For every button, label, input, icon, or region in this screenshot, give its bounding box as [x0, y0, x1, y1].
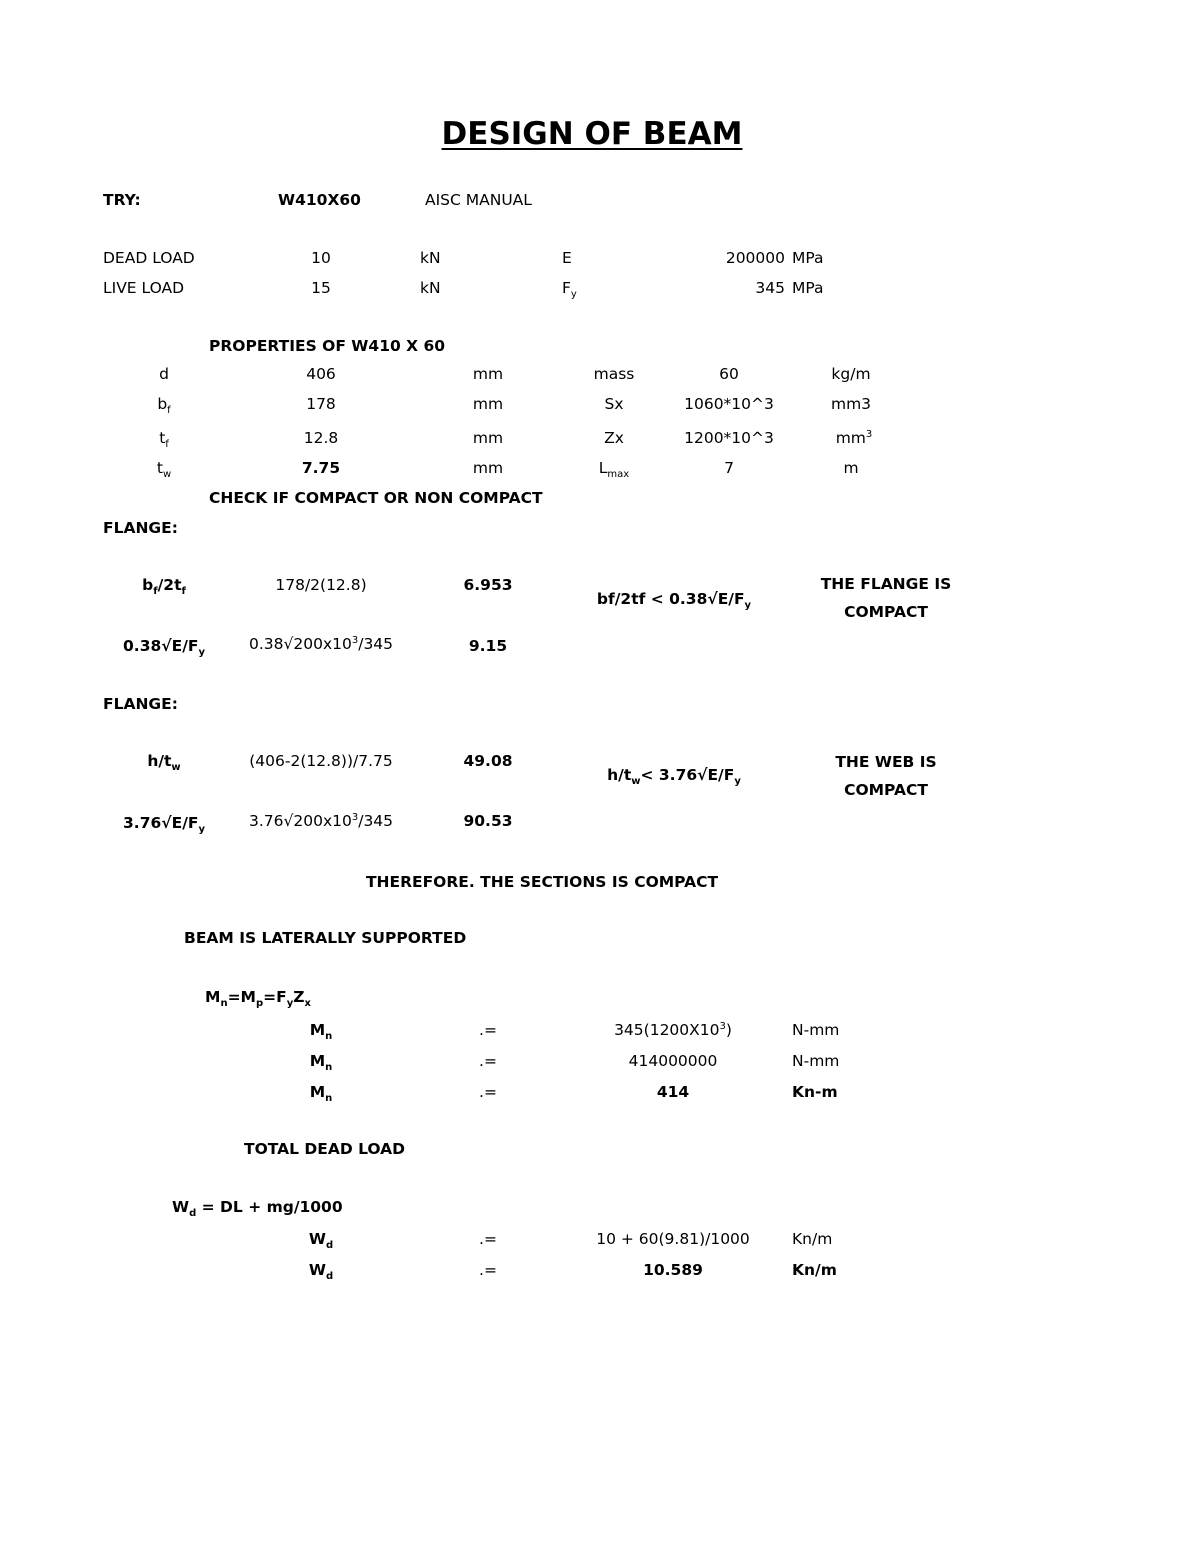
total-dead-load-heading: TOTAL DEAD LOAD: [244, 1140, 406, 1158]
moment-unit: N-mm: [792, 1021, 840, 1039]
property-symbol: $b_f$: [157, 395, 171, 416]
assign-operator: .=: [479, 1083, 497, 1101]
yield-label: $F_y$: [562, 279, 577, 300]
property-value-2: 60: [719, 365, 739, 383]
dead-load-formula: $W_d$ = DL + mg/1000: [172, 1198, 343, 1219]
flange-condition: $bf/2tf < 0.38√E/F_y$: [596, 590, 752, 611]
page-title: DESIGN OF BEAM: [441, 116, 743, 152]
moment-symbol: $M_n$: [309, 1021, 333, 1042]
web-ratio-value: 49.08: [463, 752, 513, 770]
properties-heading: PROPERTIES OF W410 X 60: [209, 337, 446, 355]
moment-symbol: $M_n$: [309, 1083, 333, 1104]
assign-operator: .=: [479, 1052, 497, 1070]
dead-load-symbol: $W_d$: [308, 1261, 334, 1282]
property-symbol-2: Sx: [604, 395, 624, 413]
property-value-2: 1200*10^3: [684, 429, 774, 447]
flange-limit-value: 9.15: [468, 637, 508, 655]
property-unit: mm: [472, 429, 504, 447]
web-limit-symbol: $3.76√E/F_y$: [123, 814, 205, 835]
live-load-label: LIVE LOAD: [103, 279, 185, 297]
property-unit: mm: [472, 459, 504, 477]
web-result: THE WEB IS COMPACT: [835, 753, 937, 799]
dead-load-symbol: $W_d$: [308, 1230, 334, 1251]
reference-manual: AISC MANUAL: [425, 191, 532, 209]
compact-check-heading: CHECK IF COMPACT OR NON COMPACT: [209, 489, 543, 507]
web-section-label: FLANGE:: [103, 695, 178, 713]
property-value-2: 7: [724, 459, 734, 477]
property-value-2: 1060*10^3: [684, 395, 774, 413]
property-unit: mm: [472, 365, 504, 383]
web-limit-value: 90.53: [463, 812, 513, 830]
flange-ratio-expression: 178/2(12.8): [275, 576, 367, 594]
dead-load-unit: kN: [420, 249, 441, 267]
property-unit: mm: [472, 395, 504, 413]
property-symbol-2: mass: [593, 365, 635, 383]
assign-operator: .=: [479, 1021, 497, 1039]
web-ratio-expression: (406-2(12.8))/7.75: [249, 752, 393, 770]
modulus-unit: MPa: [792, 249, 824, 267]
dead-load-unit: Kn/m: [792, 1230, 833, 1248]
flange-section-label: FLANGE:: [103, 519, 178, 537]
property-value: 12.8: [303, 429, 339, 447]
property-symbol: d: [159, 365, 169, 383]
assign-operator: .=: [479, 1261, 497, 1279]
dead-load-result-unit: Kn/m: [792, 1261, 837, 1279]
moment-result-unit: Kn-m: [792, 1083, 838, 1101]
web-condition: $h/t_w< 3.76√E/F_y$: [607, 766, 741, 787]
flange-result: THE FLANGE IS COMPACT: [820, 575, 952, 621]
property-unit-2: $mm^3$: [835, 429, 873, 447]
lateral-support-heading: BEAM IS LATERALLY SUPPORTED: [184, 929, 467, 947]
yield-value: 345: [755, 279, 785, 297]
moment-symbol: $M_n$: [309, 1052, 333, 1073]
property-symbol: $t_f$: [159, 429, 169, 450]
modulus-label: E: [562, 249, 572, 267]
property-value: 178: [306, 395, 336, 413]
moment-expression: $345(1200X10^3)$: [614, 1021, 732, 1039]
web-limit-expression: $3.76√200x10^3/345$: [248, 812, 394, 830]
property-value: 7.75: [301, 459, 341, 477]
property-symbol: $t_w$: [156, 459, 172, 480]
web-ratio-symbol: $h/t_w$: [147, 752, 181, 773]
compact-conclusion: THEREFORE. THE SECTIONS IS COMPACT: [365, 873, 719, 891]
property-unit-2: kg/m: [831, 365, 871, 383]
section-designation: W410X60: [278, 191, 361, 209]
property-value: 406: [306, 365, 336, 383]
assign-operator: .=: [479, 1230, 497, 1248]
dead-load-label: DEAD LOAD: [103, 249, 195, 267]
property-symbol-2: Zx: [604, 429, 624, 447]
try-label: TRY:: [103, 191, 141, 209]
dead-load-result: 10.589: [643, 1261, 703, 1279]
yield-unit: MPa: [792, 279, 824, 297]
flange-ratio-symbol: $b_f/2t_f$: [142, 576, 186, 597]
moment-unit: N-mm: [792, 1052, 840, 1070]
flange-limit-symbol: $0.38√E/F_y$: [123, 637, 205, 658]
live-load-unit: kN: [420, 279, 441, 297]
moment-result: 414: [656, 1083, 690, 1101]
property-symbol-2: $L_{max}$: [598, 459, 630, 480]
moment-value: 414000000: [628, 1052, 718, 1070]
property-unit-2: mm3: [830, 395, 872, 413]
modulus-value: 200000: [725, 249, 785, 267]
property-unit-2: m: [843, 459, 859, 477]
flange-ratio-value: 6.953: [463, 576, 513, 594]
dead-load-value: 10: [311, 249, 331, 267]
live-load-value: 15: [311, 279, 331, 297]
moment-formula: $M_n=M_p=F_yZ_x$: [205, 988, 311, 1009]
flange-limit-expression: $0.38√200x10^3/345$: [248, 635, 394, 653]
dead-load-expression: 10 + 60(9.81)/1000: [596, 1230, 750, 1248]
